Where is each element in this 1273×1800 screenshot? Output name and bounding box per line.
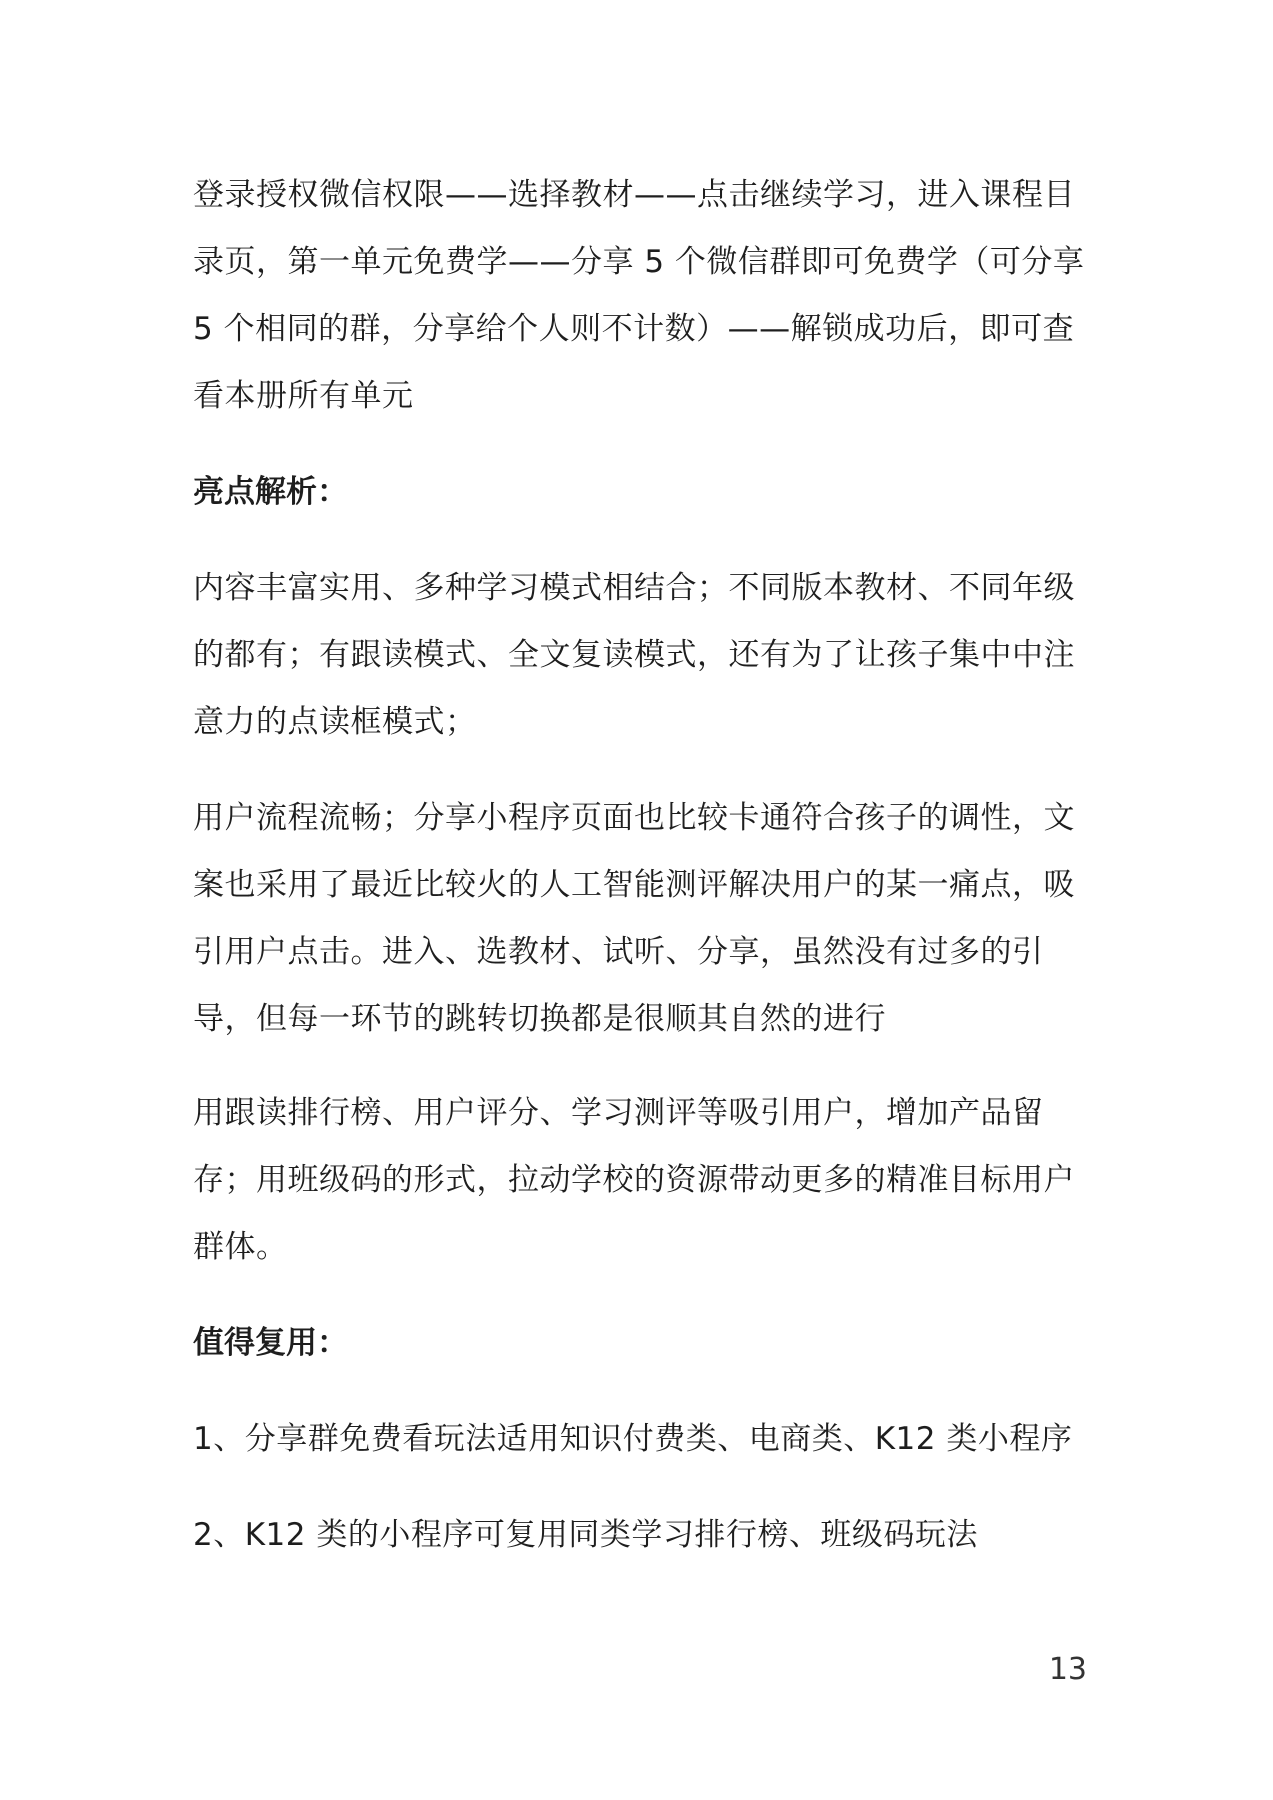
spacer <box>193 526 1088 555</box>
spacer <box>193 1053 1088 1080</box>
spacer <box>193 1377 1088 1406</box>
highlight-paragraph-flow: 用户流程流畅；分享小程序页面也比较卡通符合孩子的调性，文案也采用了最近比较火的人工智能测评解决用户的某一痛点，吸引用户点击。进入、选教材、试听、分享，虽然没有过多的引导，但每一环节的跳转切换都是很顺其自然的进行 <box>193 800 1075 1037</box>
spacer <box>193 430 1088 459</box>
spacer <box>193 756 1088 785</box>
highlight-heading: 亮点解析： <box>193 474 348 510</box>
reuse-heading: 值得复用： <box>193 1325 348 1361</box>
page-number: 13 <box>1048 1652 1087 1687</box>
reuse-item: 1、分享群免费看玩法适用知识付费类、电商类、K12 类小程序 <box>193 1421 1073 1457</box>
spacer <box>193 1473 1088 1502</box>
highlight-paragraph-retention: 用跟读排行榜、用户评分、学习测评等吸引用户，增加产品留存；用班级码的形式，拉动学校的资源带动更多的精准目标用户群体。 <box>193 1095 1075 1265</box>
flow-paragraph: 登录授权微信权限——选择教材——点击继续学习，进入课程目录页，第一单元免费学——分享 5 个微信群即可免费学（可分享 5 个相同的群，分享给个人则不计数）——解锁成功后，即可查看本册所有单元 <box>193 177 1085 414</box>
highlight-paragraph-content: 内容丰富实用、多种学习模式相结合；不同版本教材、不同年级的都有；有跟读模式、全文复读模式，还有为了让孩子集中中注意力的点读框模式； <box>193 570 1075 740</box>
page-content <box>193 162 1088 1569</box>
reuse-item: 2、K12 类的小程序可复用同类学习排行榜、班级码玩法 <box>193 1517 978 1553</box>
spacer <box>193 1281 1088 1310</box>
